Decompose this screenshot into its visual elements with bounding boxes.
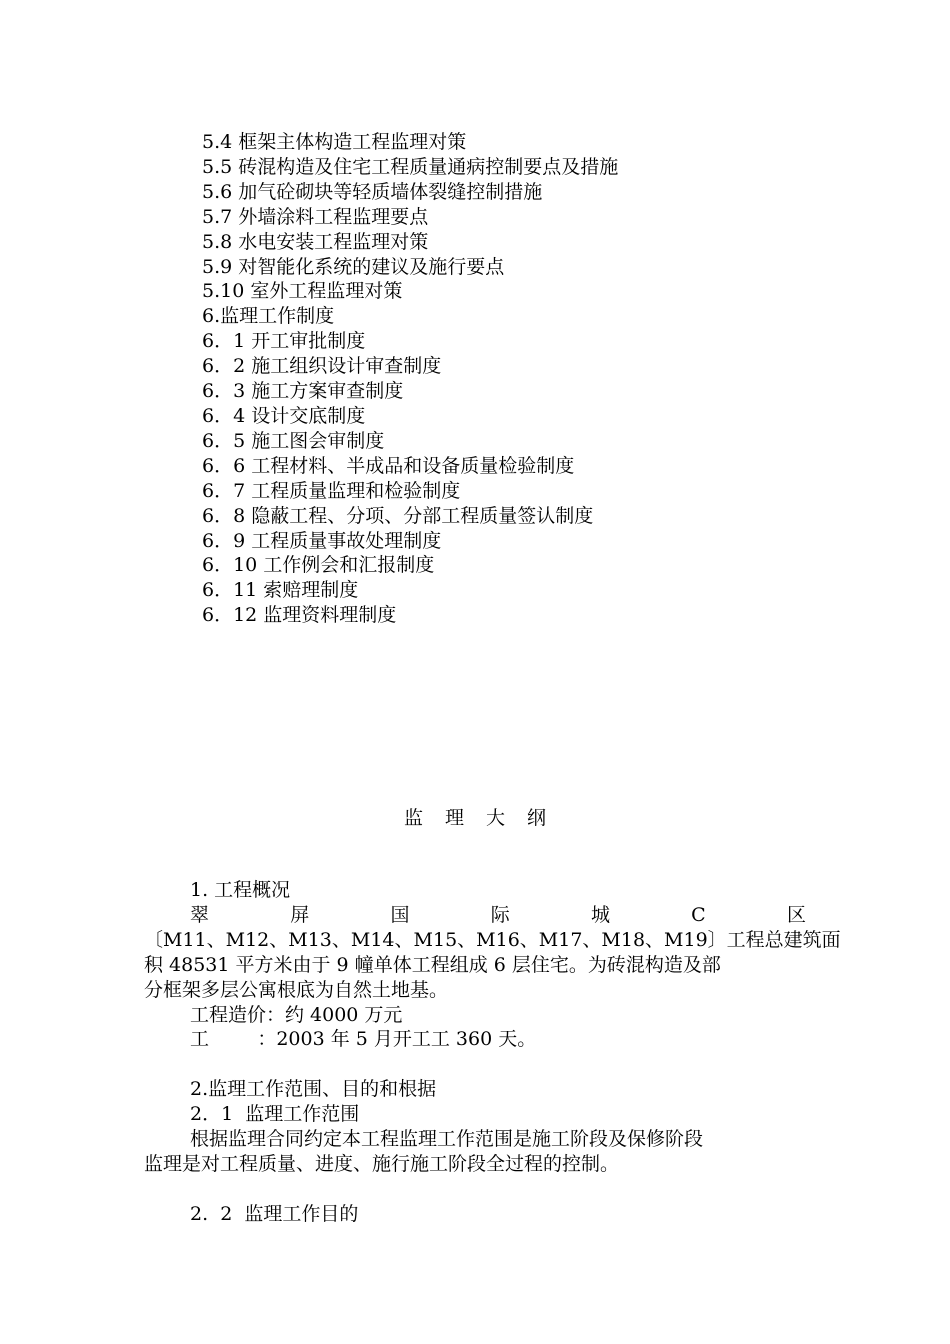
toc-item: 6．4 设计交底制度: [202, 404, 366, 427]
toc-item: 6．6 工程材料、半成品和设备质量检验制度: [202, 454, 575, 477]
toc-item: 5.9 对智能化系统的建议及施行要点: [202, 255, 505, 278]
project-word: 屏: [290, 903, 310, 926]
toc-item: 6．10 工作例会和汇报制度: [202, 554, 435, 577]
toc-item: 6．12 监理资料理制度: [202, 604, 397, 627]
toc-item: 6．5 施工图会审制度: [202, 429, 385, 452]
paragraph-line: 积 48531 平方米由于 9 幢单体工程组成 6 层住宅。为砖混构造及部: [144, 953, 721, 976]
toc-item: 6．3 施工方案审查制度: [202, 380, 404, 403]
section-heading: 2.监理工作范围、目的和根据: [190, 1078, 437, 1101]
section-heading: 1. 工程概况: [190, 879, 291, 901]
toc-item: 6．9 工程质量事故处理制度: [202, 529, 442, 552]
project-word: 国: [390, 903, 410, 926]
paragraph-line: 分框架多层公寓根底为自然土地基。: [144, 978, 449, 1001]
table-of-contents: [202, 130, 618, 628]
paragraph-line: 监理是对工程质量、进度、施行施工阶段全过程的控制。: [144, 1152, 620, 1175]
project-word: 翠: [190, 903, 210, 926]
project-word: C: [691, 903, 706, 926]
toc-item: 6.监理工作制度: [202, 305, 335, 328]
subsection-heading: 2. 2 监理工作目的: [190, 1202, 359, 1225]
toc-item: 5.10 室外工程监理对策: [202, 280, 403, 303]
document-body: [144, 878, 841, 1227]
toc-item: 5.5 砖混构造及住宅工程质量通病控制要点及措施: [202, 155, 619, 178]
toc-item: 6．11 索赔理制度: [202, 579, 359, 602]
toc-item: 5.7 外墙涂料工程监理要点: [202, 205, 429, 228]
toc-item: 6．7 工程质量监理和检验制度: [202, 479, 461, 502]
project-word: 际: [490, 903, 510, 926]
document-title: 监理大纲: [403, 807, 568, 829]
toc-item: 6．2 施工组织设计审查制度: [202, 355, 442, 378]
subsection-heading: 2．1 监理工作范围: [190, 1103, 360, 1126]
paragraph-line: 根据监理合同约定本工程监理工作范围是施工阶段及保修阶段: [190, 1128, 704, 1151]
toc-item: 5.6 加气砼砌块等轻质墙体裂缝控制措施: [202, 180, 543, 203]
paragraph-line: 〔M11、M12、M13、M14、M15、M16、M17、M18、M19〕工程总建筑面: [144, 928, 841, 951]
toc-item: 6．8 隐蔽工程、分项、分部工程质量签认制度: [202, 504, 594, 527]
toc-item: 5.8 水电安装工程监理对策: [202, 230, 429, 253]
toc-item: 5.4 框架主体构造工程监理对策: [202, 131, 467, 153]
project-cost: 工程造价：约 4000 万元: [190, 1003, 403, 1026]
blank-line: [144, 1052, 806, 1077]
project-schedule: 工 ：2003 年 5 月开工工 360 天。: [190, 1028, 537, 1051]
toc-item: 6．1 开工审批制度: [202, 330, 366, 353]
project-name-line: [144, 903, 806, 928]
project-word: 区: [786, 903, 806, 926]
blank-line: [144, 1177, 806, 1202]
project-word: 城: [590, 903, 610, 926]
